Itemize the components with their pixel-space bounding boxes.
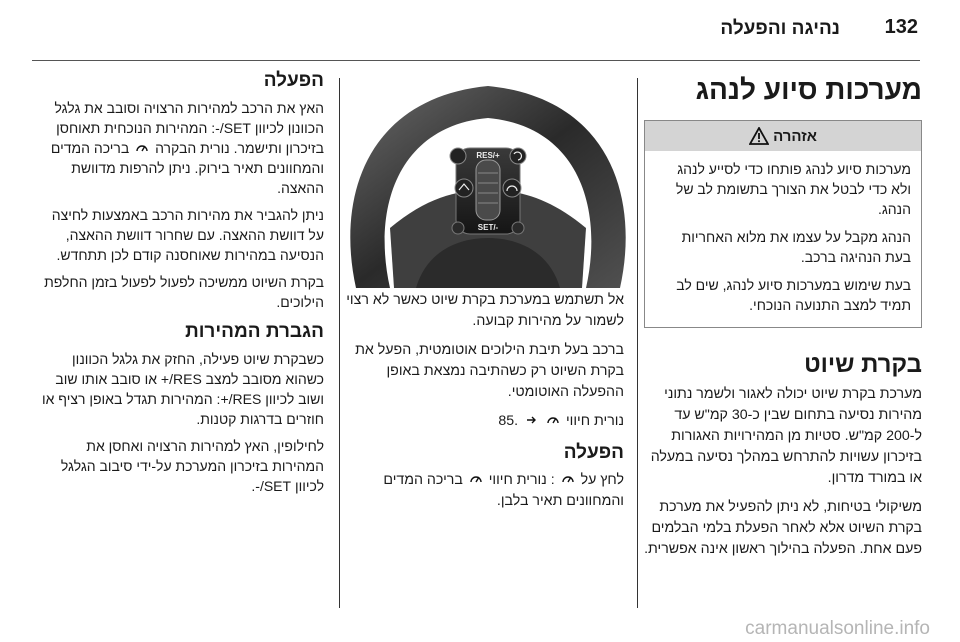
warning-body: [645, 151, 921, 327]
activation-paragraph: [346, 470, 624, 512]
warning-label: אזהרה: [773, 127, 817, 145]
cruise-control-icon: [561, 472, 575, 486]
page-number: 132: [884, 16, 918, 38]
cruise-control-icon: [546, 413, 560, 427]
arrow-right-icon: [524, 413, 538, 427]
warning-paragraph: הנהג מקבל על עצמו את מלוא האחריות בעת הנהיגה ברכב.: [681, 229, 911, 265]
warning-paragraph: מערכות סיוע לנהג פותחו כדי לסייע לנהג ולא כדי לבטל את הצורך בתשומת לב של הנהג.: [675, 161, 911, 217]
activation-heading: הפעלה: [563, 442, 624, 463]
res-label: RES/+: [476, 151, 500, 160]
warning-triangle-icon: [749, 127, 769, 145]
cruise-paragraph: מערכת בקרת שיוט יכולה לאגור ולשמר נתוני מהירות נסיעה בתחום שבין כ-30 קמ"ש עד ל-200 קמ"ש. סטיות מן המהירויות האגורות בזיכרון עשויות להתרחש במהלך נסיעה במעלה או במורד מדרון.: [650, 386, 922, 486]
activation-text-3: בריכה המדים והמחוונים תאיר בלבן.: [383, 472, 624, 509]
chapter-title: נהיגה והפעלה: [720, 18, 840, 39]
left-paragraph: ניתן להגביר את מהירות הרכב באמצעות לחיצה על דוושת ההאצה. עם שחרור דוושת ההאצה, הנסיעה במהירות שאוחסנה קודם לכן תתחדש.: [51, 207, 324, 263]
activation-text-2: : נורית חיווי: [488, 472, 555, 488]
watermark: carmanualsonline.info: [745, 618, 930, 639]
left-paragraph: לחילופין, האץ למהירות הרצויה ואחסן את המהירות בזיכרון המערכת על-ידי סיבוב הגלגל לכיוון SET/-.: [60, 438, 324, 494]
page-header: [0, 0, 960, 64]
middle-paragraph: ברכב בעל תיבת הילוכים אוטומטית, הפעל את בקרת השיוט רק כשהתיבה נמצאת באופן ההפעלה האוטומטי.: [355, 342, 624, 400]
cruise-paragraph: משיקולי בטיחות, לא ניתן להפעיל את מערכת בקרת השיוט אלא לאחר הפעלת בלמי הבלמים פעם אחת. הפעלה בהילוך ראשון אינה אפשרית.: [644, 499, 922, 557]
section-title: מערכות סיוע לנהג: [695, 74, 922, 105]
column-divider-left: [339, 78, 340, 608]
column-divider-right: [637, 78, 638, 608]
activation-text-1: לחץ על: [580, 472, 624, 488]
activation-text: האץ את הרכב למהירות הרצויה וסובב את גלגל הכוונון לכיוון SET/-: המהירות הנוכחית תאוחסן בזיכרון ותישמר. נורית הבקרה: [54, 100, 324, 156]
page-reference: .85: [498, 413, 519, 429]
steering-wheel-figure: [346, 78, 630, 288]
indicator-text: נורית חיווי: [565, 413, 624, 429]
cruise-control-icon: [135, 141, 149, 155]
left-paragraph: בקרת השיוט ממשיכה לפעול לפעול בזמן החלפת הילוכים.: [44, 274, 324, 310]
left-paragraph: כשבקרת שיוט פעילה, החזק את גלגל הכוונון כשהוא מסובב למצב RES/+ או סובב אותו שוב ושוב לכיוון RES/+: המהירות תגדל באופן רציף או חוזרים בדרגות קטנות.: [41, 351, 324, 427]
warning-header: [645, 121, 921, 151]
set-label: SET/-: [477, 223, 499, 232]
left-column: [38, 68, 324, 503]
middle-column: [346, 290, 624, 520]
warning-paragraph: בעת שימוש במערכות סיוע לנהג, שים לב תמיד למצב התנועה הנוכחי.: [676, 277, 911, 313]
indicator-reference: [346, 411, 624, 432]
activation-heading: הפעלה: [263, 70, 324, 91]
left-paragraph: [38, 98, 324, 198]
activation-text-cont: בריכה המדים והמחוונים תאיר בירוק. ניתן להרפות מדוושת ההאצה.: [50, 140, 324, 196]
cruise-control-heading: בקרת שיוט: [804, 351, 922, 378]
cruise-control-icon: [469, 472, 483, 486]
warning-box: [644, 120, 922, 328]
right-column: [644, 72, 922, 568]
header-divider: [32, 60, 920, 61]
middle-paragraph: אל תשתמש במערכת בקרת שיוט כאשר לא רצוי לשמור על מהירות קבועה.: [346, 292, 624, 329]
speed-increase-heading: הגברת המהירות: [185, 321, 324, 342]
